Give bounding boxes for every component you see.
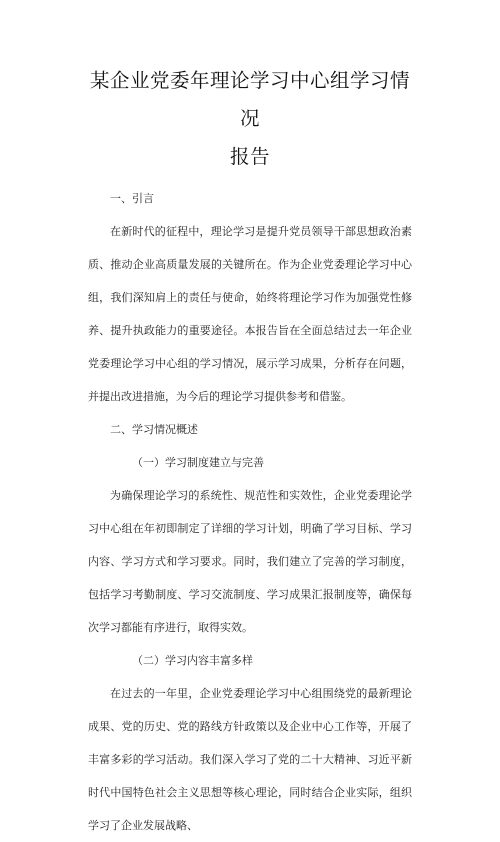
doc-title-line2: 报告 bbox=[229, 145, 270, 168]
section1-heading: 一、引言 bbox=[110, 192, 154, 205]
subsection2-paragraph: 在过去的一年里，企业党委理论学习中心组围绕党的最新理论成果、党的历史、党的路线方针政策以及企业中心工作等，开展了丰富多彩的学习活动。我们深入学习了党的二十大精神、习近平新时代中国特色社会主义思想等核心理论，同时结合企业实际，组织学习了企业发展战略、 bbox=[88, 687, 412, 832]
section2-heading: 二、学习情况概述 bbox=[110, 423, 198, 436]
subsection1-heading: （一）学习制度建立与完善 bbox=[132, 456, 264, 469]
subsection2-heading: （二）学习内容丰富多样 bbox=[132, 654, 253, 667]
subsection1-paragraph: 为确保理论学习的系统性、规范性和实效性，企业党委理论学习中心组在年初即制定了详细的学习计划，明确了学习目标、学习内容、学习方式和学习要求。同时，我们建立了完善的学习制度，包括学习考勤制度、学习交流制度、学习成果汇报制度等，确保每次学习都能有序进行，取得实效。 bbox=[88, 489, 412, 634]
doc-title-line1: 某企业党委年理论学习中心组学习情况 bbox=[89, 69, 410, 130]
section1-paragraph: 在新时代的征程中，理论学习是提升党员领导干部思想政治素质、推动企业高质量发展的关键所在。作为企业党委理论学习中心组，我们深知肩上的责任与使命，始终将理论学习作为加强党性修养、提升执政能力的重要途径。本报告旨在全面总结过去一年企业党委理论学习中心组的学习情况，展示学习成果，分析存在问题，并提出改进措施，为今后的理论学习提供参考和借鉴。 bbox=[88, 225, 412, 403]
document-page bbox=[0, 62, 500, 832]
